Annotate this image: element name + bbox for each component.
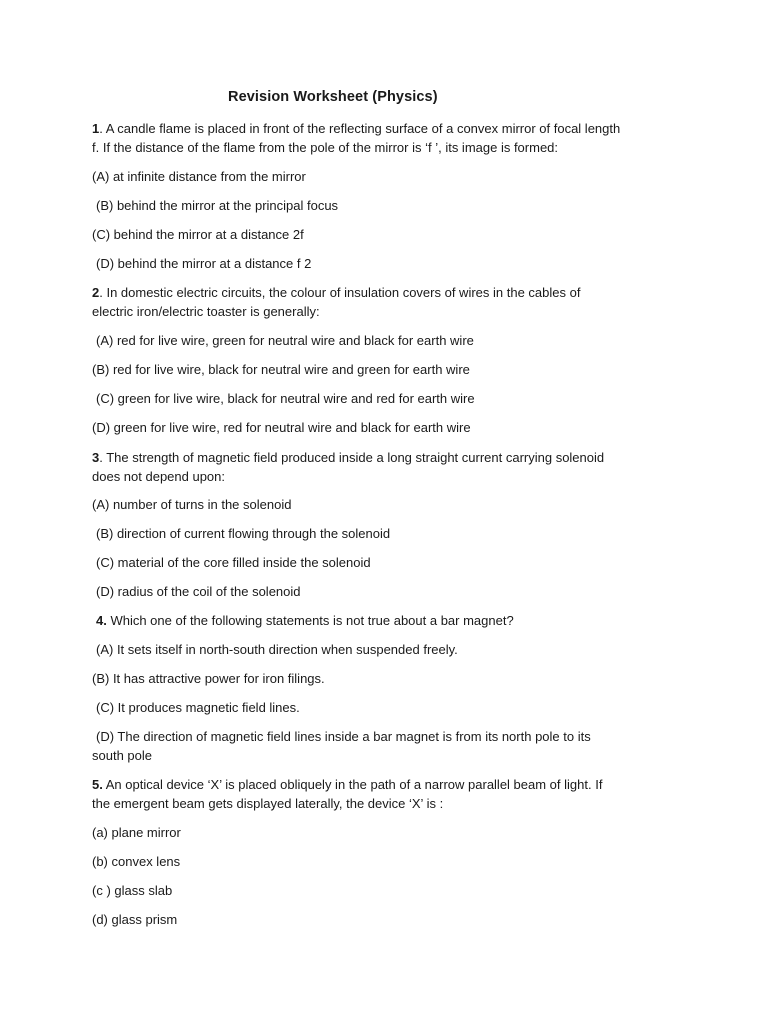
question-4-option-d: (D) The direction of magnetic field lines inside a bar magnet is from its north pole to its [96,729,591,744]
question-3-line-2: does not depend upon: [92,469,226,484]
question-5-line-1 [92,775,602,794]
question-4-line-1 [96,611,514,630]
question-5-option-d: (d) glass prism [92,912,178,927]
question-5-option-b: (b) convex lens [92,854,181,869]
question-5-option-c: (c ) glass slab [92,883,173,898]
question-2-option-b: (B) red for live wire, black for neutral wire and green for earth wire [92,362,470,377]
question-2-option-d: (D) green for live wire, red for neutral wire and black for earth wire [92,420,471,435]
question-4-option-a: (A) It sets itself in north-south direction when suspended freely. [96,642,458,657]
question-3-option-a: (A) number of turns in the solenoid [92,497,292,512]
question-text: . The strength of magnetic field produced inside a long straight current carrying solenoid [99,450,605,465]
question-1-line-2: f. If the distance of the flame from the pole of the mirror is ‘f ’, its image is formed: [92,140,559,155]
question-number: 4. [96,613,107,628]
question-text: An optical device ‘X’ is placed obliquely in the path of a narrow parallel beam of light. If [102,777,603,792]
question-4-option-c: (C) It produces magnetic field lines. [96,700,300,715]
question-1-option-d: (D) behind the mirror at a distance f 2 [96,256,312,271]
question-4-option-b: (B) It has attractive power for iron filings. [92,671,325,686]
question-3-line-1 [92,448,604,467]
question-number: 2 [92,285,100,300]
question-2-option-a: (A) red for live wire, green for neutral wire and black for earth wire [96,333,474,348]
question-number: 1 [92,121,100,136]
question-number: 5. [92,777,103,792]
question-4-option-d-continued: south pole [92,748,152,763]
question-text: . A candle flame is placed in front of the reflecting surface of a convex mirror of focal length [99,121,621,136]
question-2-line-1 [92,283,580,302]
question-3-option-c: (C) material of the core filled inside the solenoid [96,555,371,570]
question-number: 3 [92,450,100,465]
question-3-option-d: (D) radius of the coil of the solenoid [96,584,301,599]
question-1-line-1 [92,119,620,138]
question-text: Which one of the following statements is not true about a bar magnet? [106,613,514,628]
question-5-line-2: the emergent beam gets displayed laterally, the device ‘X’ is : [92,796,444,811]
question-2-line-2: electric iron/electric toaster is generally: [92,304,320,319]
question-1-option-b: (B) behind the mirror at the principal focus [96,198,339,213]
question-2-option-c: (C) green for live wire, black for neutral wire and red for earth wire [96,391,475,406]
question-1-option-c: (C) behind the mirror at a distance 2f [92,227,304,242]
question-3-option-b: (B) direction of current flowing through the solenoid [96,526,391,541]
question-text: . In domestic electric circuits, the colour of insulation covers of wires in the cables of [99,285,581,300]
question-1-option-a: (A) at infinite distance from the mirror [92,169,306,184]
question-5-option-a: (a) plane mirror [92,825,181,840]
worksheet-title: Revision Worksheet (Physics) [228,89,438,105]
